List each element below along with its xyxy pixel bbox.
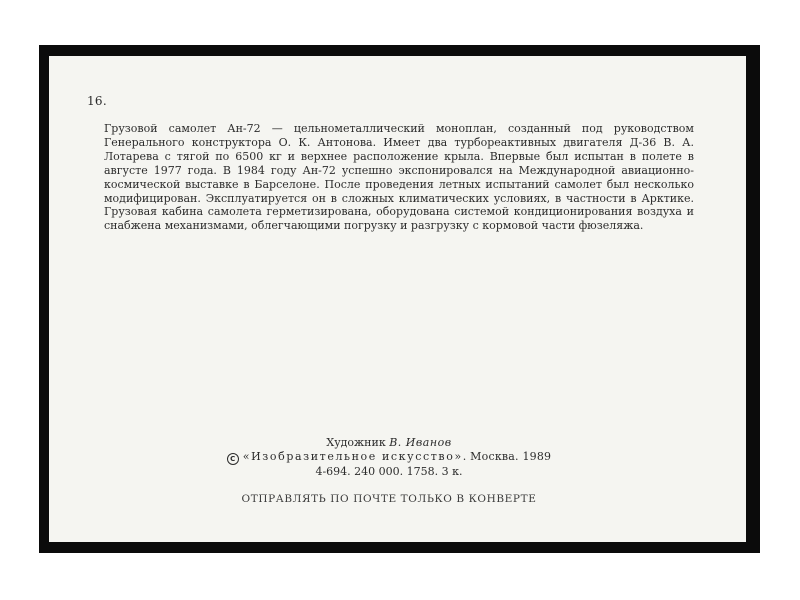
postcard-back [49,56,746,542]
artist-label: Художник [326,436,386,449]
publisher-city-year: . Москва. 1989 [462,450,552,463]
copyright-icon: С [227,453,239,465]
card-number: 16. [87,94,107,108]
artist-name: В. Иванов [389,436,452,449]
publisher-line [49,450,729,465]
print-code: 4-694. 240 000. 1758. 3 к. [315,465,463,478]
credits-block [49,436,729,479]
mail-notice: ОТПРАВЛЯТЬ ПО ПОЧТЕ ТОЛЬКО В КОНВЕРТЕ [241,493,537,505]
publisher-name: «Изобразительное искусство» [242,450,463,463]
artist-line [49,436,729,450]
aircraft-description: Грузовой самолет Ан-72 — цельнометаллический моноплан, созданный под руководством Генерального конструктора О. К. Антонова. Имеет два турбореактивных двигателя Д-36 В. А. Лотарева с тягой по 6500 кг и верхнее расположение крыла. Впервые был испытан в полете в августе 1977 года. В 1984 году Ан-72 успешно экспонировался на Международной авиационно-космической выставке в Барселоне. После проведения летных испытаний самолет был несколько модифицирован. Эксплуатируется он в сложных климатических условиях, в частности в Арктике. Грузовая кабина самолета герметизирована, оборудована системой кондиционирования воздуха и снабжена механизмами, облегчающими погрузку и разгрузку с кормовой части фюзеляжа. [104,122,694,233]
